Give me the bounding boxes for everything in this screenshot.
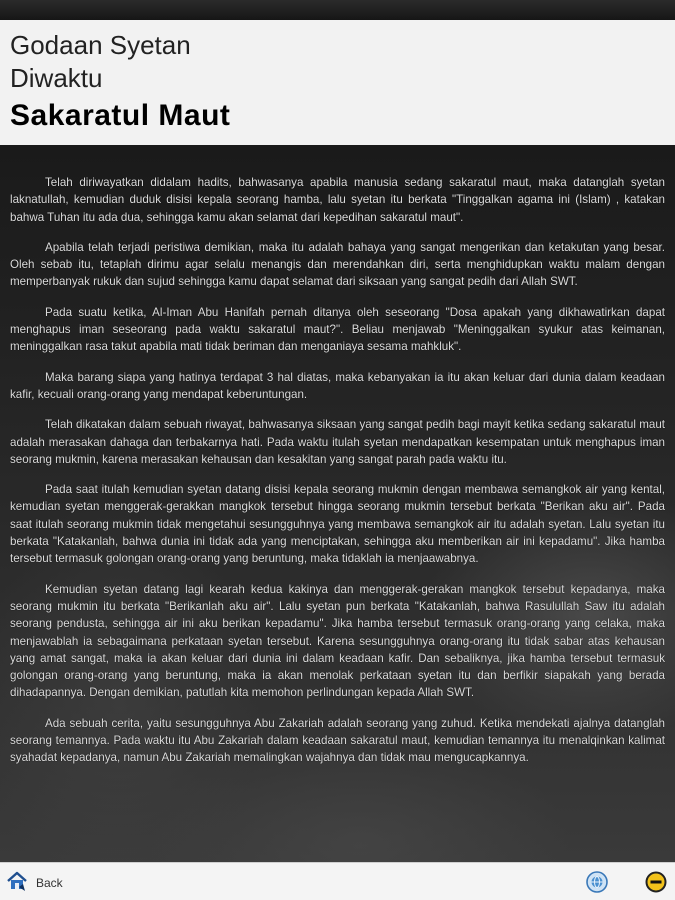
back-label: Back — [36, 876, 63, 890]
article-paragraph-3: Pada suatu ketika, Al-Iman Abu Hanifah pernah ditanya oleh seseorang "Dosa apakah yang dikhawatirkan dapat menghapus iman seseorang pada waktu sakaratul maut?". Beliau menjawab "Meninggalkan syukur atas keimanan, meninggalkan rasa takut apabila mati tidak beriman dan menganiaya sesama mahkluk". — [10, 305, 665, 354]
article-paragraph-4: Maka barang siapa yang hatinya terdapat 3 hal diatas, maka kebanyakan ia itu akan keluar dari dunia dalam keadaan kafir, kecuali orang-orang yang mendapat keberuntungan. — [10, 370, 665, 401]
minus-button[interactable] — [645, 871, 667, 893]
article-paragraph-8: Ada sebuah cerita, yaitu sesungguhnya Abu Zakariah adalah seorang yang zuhud. Ketika mendekati ajalnya datanglah seorang temannya. Pada waktu itu Abu Zakariah dalam keadaan sakaratul maut, kemudian temannya itu menalqinkan kalimat syahadat kepadanya, namun Abu Zakariah memalingkan wajahnya dan tidak mau mengucapkannya. — [10, 716, 665, 765]
article-paragraph-6: Pada saat itulah kemudian syetan datang disisi kepala seorang mukmin dengan membawa semangkok air yang kental, kemudian syetan menggerak-gerakkan mangkok tersebut hingga seorang mukmin tersebut berkata "Berikan aku air". Pada saat itulah seorang mukmin tidak mengetahui sesungguhnya yang membawa semangkok air itu adalah syetan. Lalu syetan itu berkata "Katakanlah, bahwa dunia ini tidak ada yang menciptakan, sehingga aku memberikan air ini kepadamu". Jika hamba tersebut termasuk golongan orang-orang yang beruntung, maka tidaklah ia menjaawabnya. — [10, 483, 665, 566]
title-line-3: Sakaratul Maut — [10, 99, 231, 132]
title-line-2: Diwaktu — [10, 63, 103, 93]
minus-circle-icon — [645, 880, 667, 897]
article-paragraph-5: Telah dikatakan dalam sebuah riwayat, bahwasanya siksaan yang sangat pedih bagi mayit ketika sedang sakaratul maut adalah merasakan dahaga dan terbakarnya hati. Pada waktu itulah syetan mendapatkan kesempatan untuk menghapus iman seorang mukmin, karena merasakan kehausan dan kesakitan yang sangat parah pada waktu itu. — [10, 418, 665, 466]
article-content[interactable] — [0, 145, 675, 862]
article-header — [0, 20, 675, 145]
bottom-toolbar — [0, 862, 675, 900]
globe-icon — [586, 880, 608, 897]
title-line-1: Godaan Syetan — [10, 30, 191, 60]
back-home-icon — [6, 870, 28, 897]
globe-button[interactable] — [586, 871, 608, 893]
top-status-bar — [0, 0, 675, 20]
article-paragraph-2: Apabila telah terjadi peristiwa demikian, maka itu adalah bahaya yang sangat mengerikan dan ketakutan yang besar. Oleh sebab itu, tetaplah dirimu agar selalu menangis dan merendahkan diri, serta menghidupkan waktu malam dengan memperbanyak rukuk dan sujud sehingga kamu dapat selamat dari siksaan yang sangat pedih dari Allah SWT. — [10, 240, 665, 289]
back-button[interactable] — [6, 871, 63, 895]
article-paragraph-1: Telah diriwayatkan didalam hadits, bahwasanya apabila manusia sedang sakaratul maut, maka datanglah syetan laknatullah, kemudian duduk disisi kepala seorang hamba, lalu syetan itu berkata "Tinggalkan agama ini (Islam) , katakan bahwa Tuhan itu ada dua, sehingga kamu akan selamat dari kepedihan sakaratul maut". — [10, 176, 665, 224]
article-paragraph-7: Kemudian syetan datang lagi kearah kedua kakinya dan menggerak-gerakan mangkok tersebut kepadanya, maka seorang mukmin itu berkata "Berikanlah aku air". Lalu syetan pun berkata "Katakanlah, bahwa Rasulullah Saw itu adalah seorang pendusta, sehingga air ini aku berikan kepadamu". Jika hamba tersebut termasuk orang-orang yang celaka, maka menjawablah ia sebagaimana perkataan syetan tersebut. Karena sesungguhnya orang-orang itu tidak sabar atas kehausan yang amat sangat, maka ia akan keluar dari dunia ini dalam keadaan kafir. Dan sebaliknya, jika hamba tersebut termasuk golongan orang-orang yang beruntung, maka ia akan menolak perkataan syetan itu dan berfikir siapakah yang berada dihadapannya. Dengan demikian, patutlah kita memohon perlindungan kepada Allah SWT. — [10, 582, 665, 700]
